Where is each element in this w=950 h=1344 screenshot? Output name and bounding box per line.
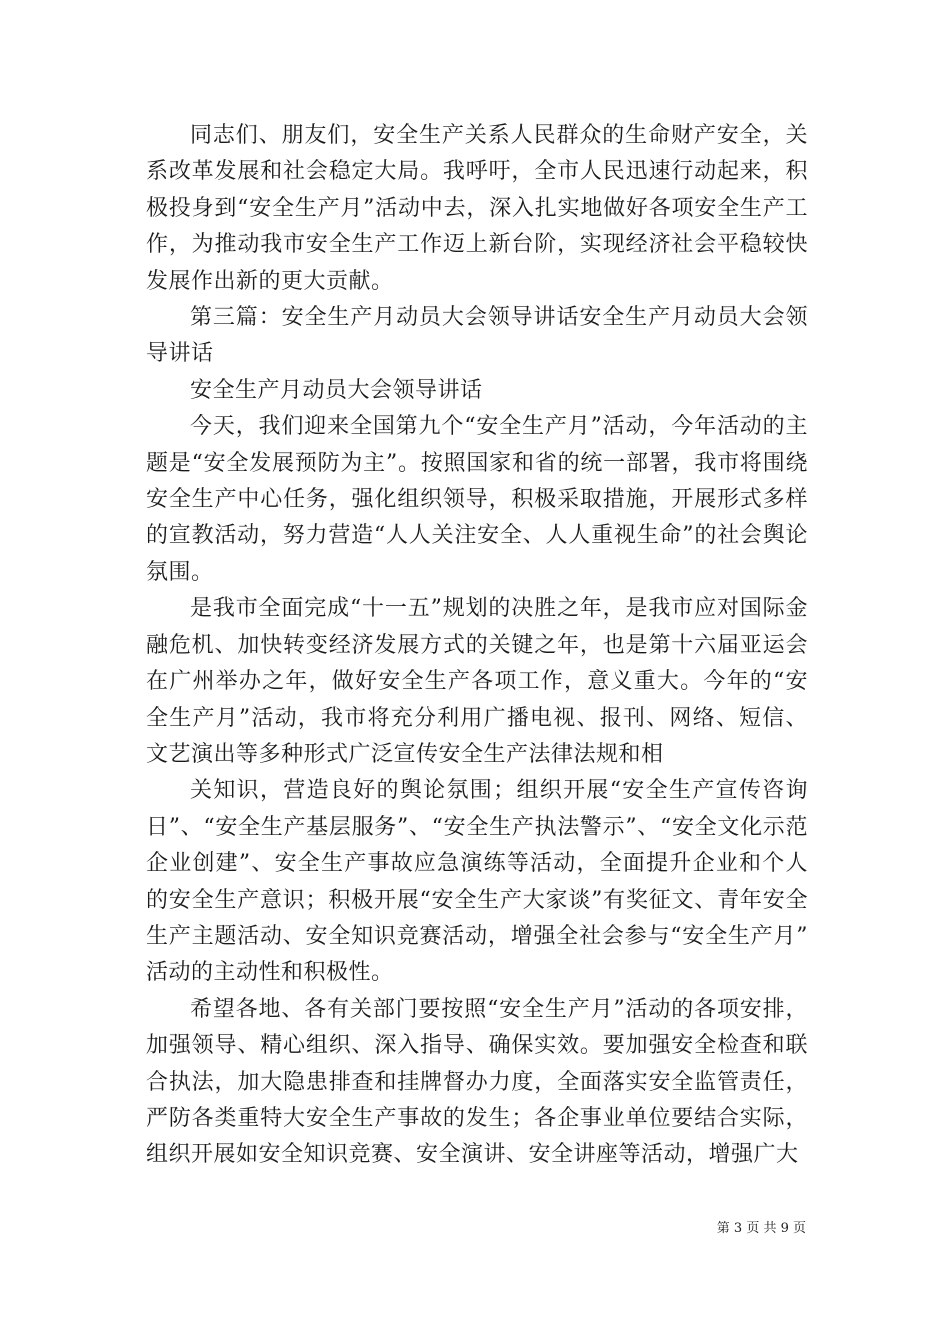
paragraph-closing-appeal: 同志们、朋友们，安全生产关系人民群众的生命财产安全，关系改革发展和社会稳定大局。我呼吁，全市人民迅速行动起来，积极投身到“安全生产月”活动中去，深入扎实地做好各项安全生产工作，为推动我市安全生产工作迈上新台阶，实现经济社会平稳较快发展作出新的更大贡献。 [146,123,808,294]
paragraph-opening: 今天，我们迎来全国第九个“安全生产月”活动，今年活动的主题是“安全发展预防为主”。按照国家和省的统一部署，我市将围绕安全生产中心任务，强化组织领导，积极采取措施，开展形式多样的宣教活动，努力营造“人人关注安全、人人重视生命”的社会舆论氛围。 [146,414,808,585]
document-body [146,118,808,1174]
paragraph-section-heading: 第三篇：安全生产月动员大会领导讲话安全生产月动员大会领导讲话 [146,305,808,367]
paragraph-activities: 关知识，营造良好的舆论氛围；组织开展“安全生产宣传咨询日”、“安全生产基层服务”、“安全生产执法警示”、“安全文化示范企业创建”、安全生产事故应急演练等活动，全面提升企业和个人的安全生产意识；积极开展“安全生产大家谈”有奖征文、青年安全生产主题活动、安全知识竞赛活动，增强全社会参与“安全生产月”活动的主动性和积极性。 [146,778,809,986]
page-number-footer: 第 3 页 共 9 页 [716,1221,806,1236]
paragraph-speech-title: 安全生产月动员大会领导讲话 [190,377,483,403]
paragraph-significance: 是我市全面完成“十一五”规划的决胜之年，是我市应对国际金融危机、加快转变经济发展方式的关键之年，也是第十六届亚运会在广州举办之年，做好安全生产各项工作，意义重大。今年的“安全生产月”活动，我市将充分利用广播电视、报刊、网络、短信、文艺演出等多种形式广泛宣传安全生产法律法规和相 [146,596,808,767]
paragraph-requirements: 希望各地、各有关部门要按照“安全生产月”活动的各项安排，加强领导、精心组织、深入指导、确保实效。要加强安全检查和联合执法，加大隐患排查和挂牌督办力度，全面落实安全监管责任，严防各类重特大安全生产事故的发生；各企事业单位要结合实际，组织开展如安全知识竞赛、安全演讲、安全讲座等活动，增强广大 [146,996,808,1168]
